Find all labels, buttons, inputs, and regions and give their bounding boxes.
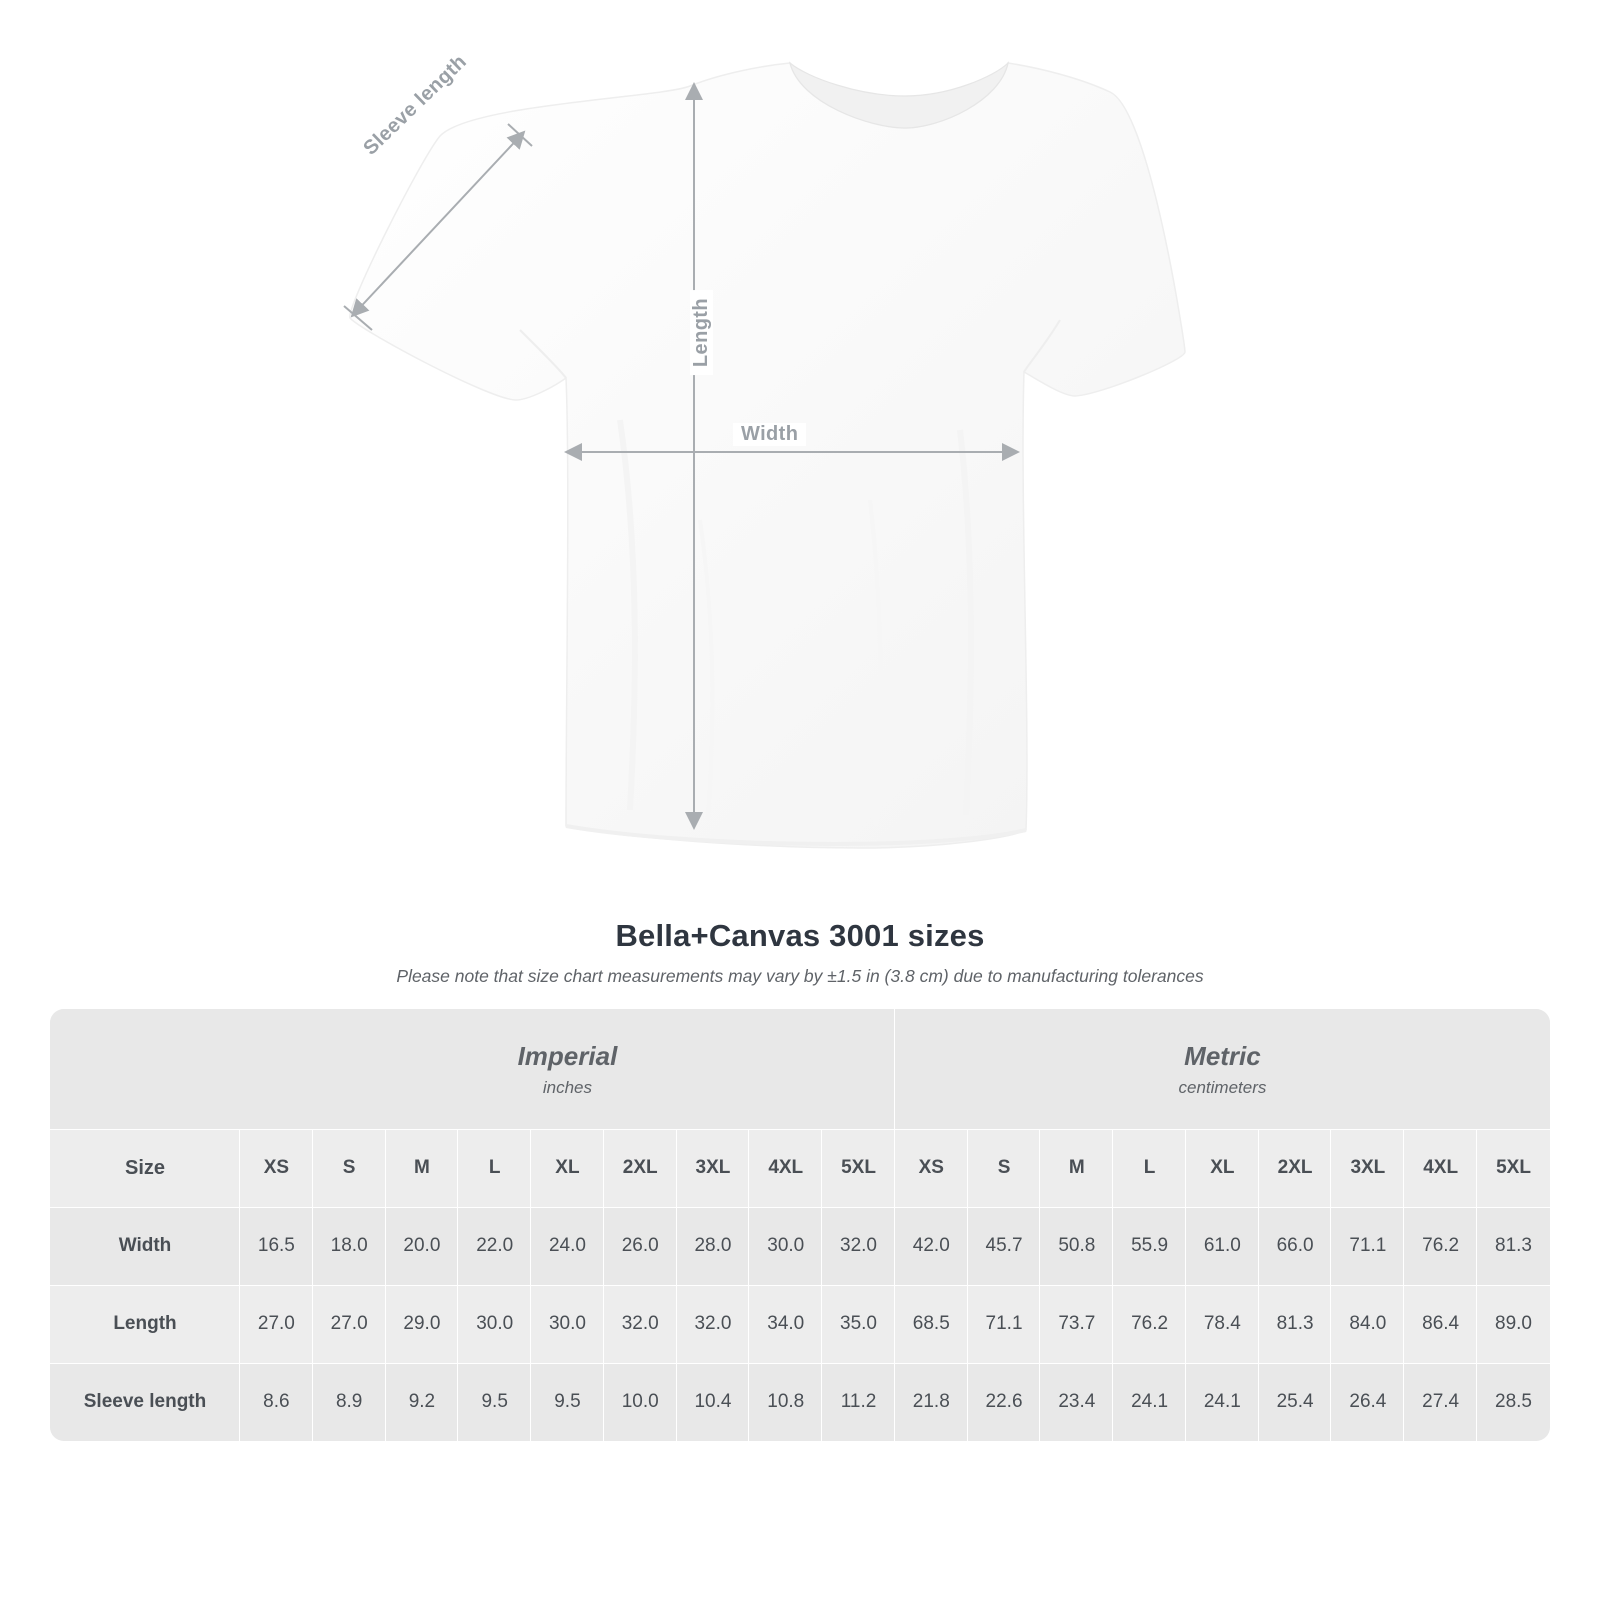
length-m-cm: 73.7 [1040,1285,1113,1363]
title-block [0,918,1600,987]
length-xs-cm: 68.5 [895,1285,968,1363]
sleeve-xs-in: 8.6 [240,1363,313,1441]
row-label-width: Width [50,1207,240,1285]
table-row-width [50,1207,1550,1285]
width-2xl-in: 26.0 [604,1207,677,1285]
length-s-in: 27.0 [313,1285,386,1363]
sleeve-4xl-cm: 27.4 [1404,1363,1477,1441]
width-5xl-in: 32.0 [822,1207,895,1285]
sleeve-5xl-in: 11.2 [822,1363,895,1441]
col-header-1: S [313,1129,386,1207]
width-l-in: 22.0 [458,1207,531,1285]
sleeve-m-cm: 23.4 [1040,1363,1113,1441]
width-xl-cm: 61.0 [1186,1207,1259,1285]
sleeve-5xl-cm: 28.5 [1477,1363,1550,1441]
length-l-cm: 76.2 [1113,1285,1186,1363]
width-xs-cm: 42.0 [895,1207,968,1285]
tolerance-note: Please note that size chart measurements may vary by ±1.5 in (3.8 cm) due to manufacturing tolerances [396,966,1204,986]
col-header-0: XS [240,1129,313,1207]
col-header-6: 3XL [677,1129,750,1207]
width-m-cm: 50.8 [1040,1207,1113,1285]
width-s-in: 18.0 [313,1207,386,1285]
col-header-10: S [968,1129,1041,1207]
length-2xl-in: 32.0 [604,1285,677,1363]
unit-metric-name: Metric [1184,1040,1261,1071]
unit-imperial-name: Imperial [517,1040,618,1071]
page-title: Bella+Canvas 3001 sizes [615,918,985,953]
row-label-sleeve-length: Sleeve length [50,1363,240,1441]
unit-imperial-sub: inches [542,1077,593,1097]
size-chart-table-wrapper [50,1009,1550,1441]
col-header-17: 5XL [1477,1129,1550,1207]
length-3xl-in: 32.0 [677,1285,750,1363]
sleeve-l-cm: 24.1 [1113,1363,1186,1441]
sleeve-2xl-cm: 25.4 [1259,1363,1332,1441]
sleeve-4xl-in: 10.8 [749,1363,822,1441]
width-4xl-cm: 76.2 [1404,1207,1477,1285]
length-dimension-label: Length [690,290,713,375]
col-header-14: 2XL [1259,1129,1332,1207]
col-header-8: 5XL [822,1129,895,1207]
length-5xl-in: 35.0 [822,1285,895,1363]
length-xl-cm: 78.4 [1186,1285,1259,1363]
size-chart-table [50,1009,1550,1441]
sleeve-xs-cm: 21.8 [895,1363,968,1441]
col-header-11: M [1040,1129,1113,1207]
width-4xl-in: 30.0 [749,1207,822,1285]
col-header-12: L [1113,1129,1186,1207]
sleeve-xl-in: 9.5 [531,1363,604,1441]
shirt-body-shape [350,63,1185,848]
sleeve-xl-cm: 24.1 [1186,1363,1259,1441]
length-xl-in: 30.0 [531,1285,604,1363]
col-header-2: M [386,1129,459,1207]
width-s-cm: 45.7 [968,1207,1041,1285]
length-2xl-cm: 81.3 [1259,1285,1332,1363]
unit-spacer-cell [50,1009,240,1129]
sleeve-length-dimension-label: Sleeve length [355,46,476,164]
width-dimension-label: Width [733,423,806,446]
sleeve-s-cm: 22.6 [968,1363,1041,1441]
row-label-length: Length [50,1285,240,1363]
col-header-9: XS [895,1129,968,1207]
width-xl-in: 24.0 [531,1207,604,1285]
unit-header-row [50,1009,1550,1129]
col-header-7: 4XL [749,1129,822,1207]
size-header-cell: Size [50,1129,240,1207]
table-row-sleeve-length [50,1363,1550,1441]
length-4xl-in: 34.0 [749,1285,822,1363]
col-header-4: XL [531,1129,604,1207]
sleeve-3xl-in: 10.4 [677,1363,750,1441]
sleeve-s-in: 8.9 [313,1363,386,1441]
width-xs-in: 16.5 [240,1207,313,1285]
unit-metric-cell [895,1009,1550,1129]
length-s-cm: 71.1 [968,1285,1041,1363]
column-header-row [50,1129,1550,1207]
width-l-cm: 55.9 [1113,1207,1186,1285]
width-3xl-cm: 71.1 [1331,1207,1404,1285]
col-header-5: 2XL [604,1129,677,1207]
sleeve-2xl-in: 10.0 [604,1363,677,1441]
length-m-in: 29.0 [386,1285,459,1363]
sleeve-l-in: 9.5 [458,1363,531,1441]
col-header-3: L [458,1129,531,1207]
width-5xl-cm: 81.3 [1477,1207,1550,1285]
sleeve-m-in: 9.2 [386,1363,459,1441]
length-xs-in: 27.0 [240,1285,313,1363]
width-2xl-cm: 66.0 [1259,1207,1332,1285]
width-3xl-in: 28.0 [677,1207,750,1285]
unit-imperial-cell [240,1009,895,1129]
table-row-length [50,1285,1550,1363]
sleeve-3xl-cm: 26.4 [1331,1363,1404,1441]
length-4xl-cm: 86.4 [1404,1285,1477,1363]
col-header-13: XL [1186,1129,1259,1207]
col-header-16: 4XL [1404,1129,1477,1207]
width-m-in: 20.0 [386,1207,459,1285]
unit-metric-sub: centimeters [1178,1077,1267,1097]
length-l-in: 30.0 [458,1285,531,1363]
col-header-15: 3XL [1331,1129,1404,1207]
length-5xl-cm: 89.0 [1477,1285,1550,1363]
length-3xl-cm: 84.0 [1331,1285,1404,1363]
